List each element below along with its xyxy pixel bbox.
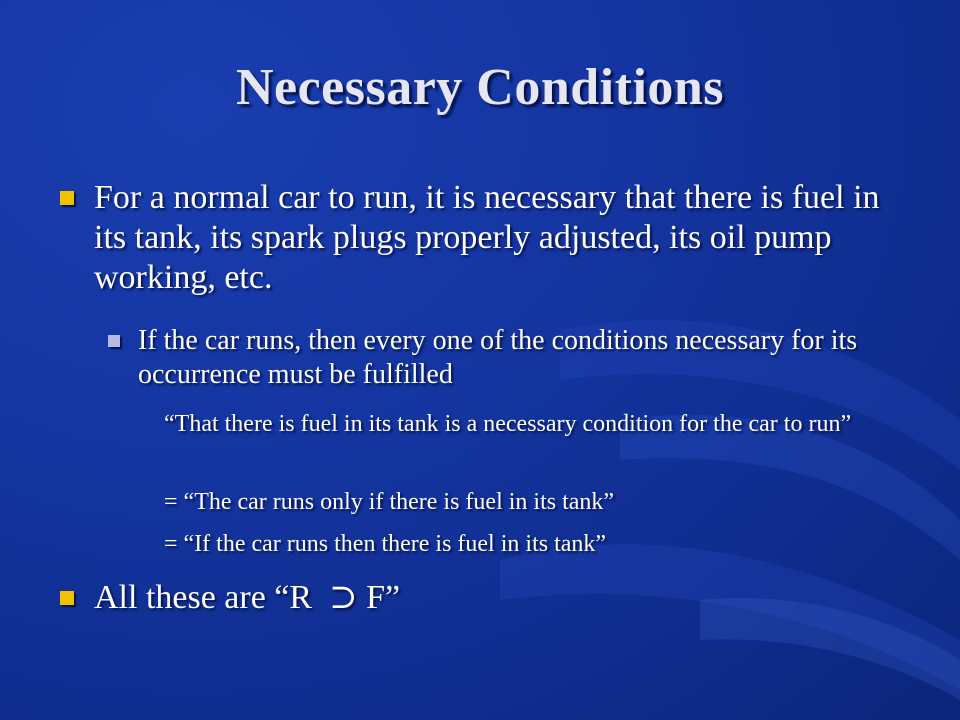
bullet-text: For a normal car to run, it is necessary that there is fuel in its tank, its spark plugs properly adjusted, its oil pump working, etc. [94, 179, 880, 296]
bullet-item-all-these [60, 578, 920, 618]
sub-item-if-then [158, 530, 918, 558]
square-bullet-icon [108, 335, 120, 347]
sub-item-fuel-condition [158, 410, 918, 438]
sub-bullet-text: If the car runs, then every one of the conditions necessary for its occurrence must be fulfilled [138, 325, 858, 390]
sub-item-text: “That there is fuel in its tank is a necessary condition for the car to run” [164, 411, 852, 437]
bullet-item-necessary-conditions [60, 178, 920, 298]
bullet-text: All these are “R ⊃ F” [94, 579, 401, 616]
sub-item-text: = “If the car runs then there is fuel in its tank” [164, 531, 607, 557]
slide-title: Necessary Conditions [235, 59, 725, 116]
sub-bullet-item-conditions-fulfilled [108, 324, 908, 392]
square-bullet-icon [60, 591, 74, 605]
square-bullet-icon [60, 191, 74, 205]
sub-item-text: = “The car runs only if there is fuel in its tank” [164, 489, 615, 515]
sub-item-only-if [158, 488, 918, 516]
